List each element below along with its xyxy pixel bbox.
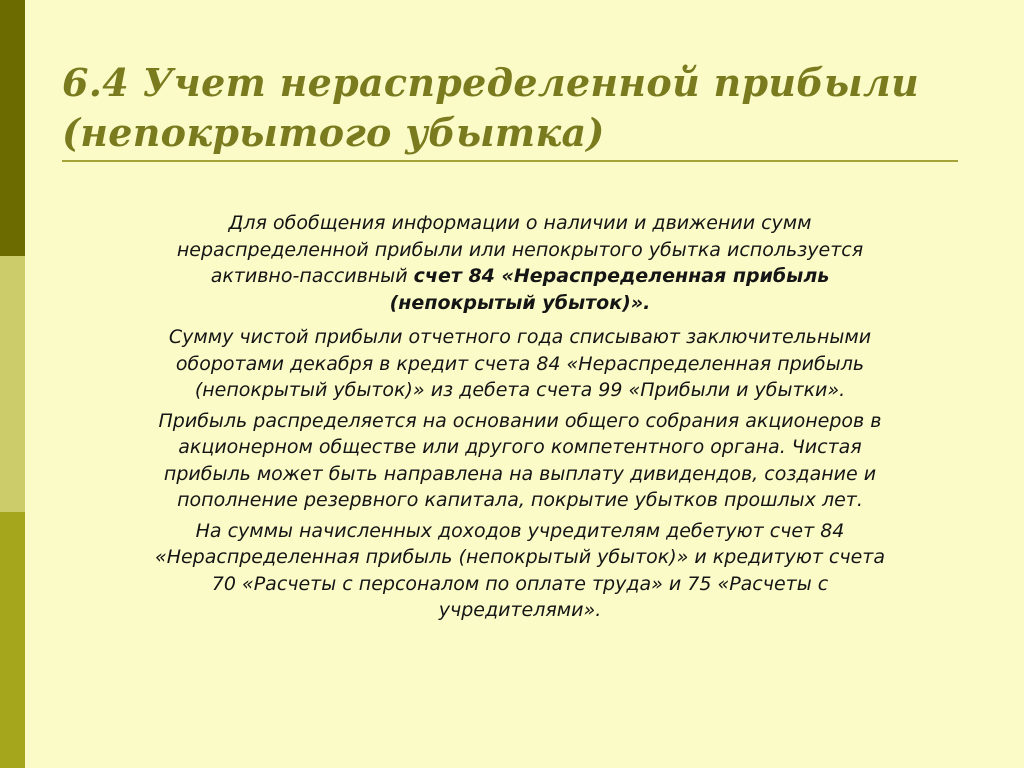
account-84-name-cont: (непокрытый убыток)».: [389, 291, 651, 314]
paragraph-line: (непокрытый убыток)» из дебета счета 99 «Прибыли и убытки».: [194, 379, 846, 401]
sidebar-segment-middle: [0, 256, 25, 512]
paragraph-line: нераспределенной прибыли или непокрытого убытка используется: [176, 238, 864, 261]
paragraph-line: оборотами декабря в кредит счета 84 «Нераспределенная прибыль: [175, 352, 865, 375]
slide-title: [62, 58, 962, 158]
slide-title-line-1: 6.4 Учет нераспределенной прибыли: [62, 60, 920, 105]
slide-body: [80, 210, 960, 624]
paragraph-line: Прибыль распределяется на основании общего собрания акционеров в: [158, 409, 882, 432]
account-84-name: счет 84 «Нераспределенная прибыль: [413, 265, 830, 287]
paragraph-founders-income: [80, 518, 960, 624]
paragraph-line: «Нераспределенная прибыль (непокрытый убыток)» и кредитуют счета: [154, 546, 886, 568]
paragraph-account-84-intro: [80, 210, 960, 316]
paragraph-line-text: активно-пассивный: [210, 265, 414, 287]
paragraph-line: прибыль может быть направлена на выплату дивидендов, создание и: [163, 462, 877, 485]
paragraph-line: Для обобщения информации о наличии и движении сумм: [228, 212, 812, 234]
paragraph-line: [80, 290, 960, 317]
paragraph-line: акционерном обществе или другого компетентного органа. Чистая: [178, 436, 862, 458]
sidebar-segment-top: [0, 0, 25, 256]
paragraph-line: На суммы начисленных доходов учредителям дебетуют счет 84: [195, 519, 845, 542]
sidebar-accent-bar: [0, 0, 25, 768]
paragraph-profit-distribution: [80, 408, 960, 514]
paragraph-line: 70 «Расчеты с персоналом по оплате труда» и 75 «Расчеты с: [211, 572, 829, 595]
paragraph-line: учредителями».: [438, 599, 602, 621]
paragraph-line: [80, 263, 960, 290]
paragraph-net-profit-closing: [80, 324, 960, 404]
sidebar-segment-bottom: [0, 512, 25, 768]
title-underline: [62, 160, 958, 162]
paragraph-line: Сумму чистой прибыли отчетного года списывают заключительными: [168, 326, 872, 348]
paragraph-line: пополнение резервного капитала, покрытие убытков прошлых лет.: [177, 489, 863, 511]
slide-title-line-2: (непокрытого убытка): [62, 110, 605, 155]
